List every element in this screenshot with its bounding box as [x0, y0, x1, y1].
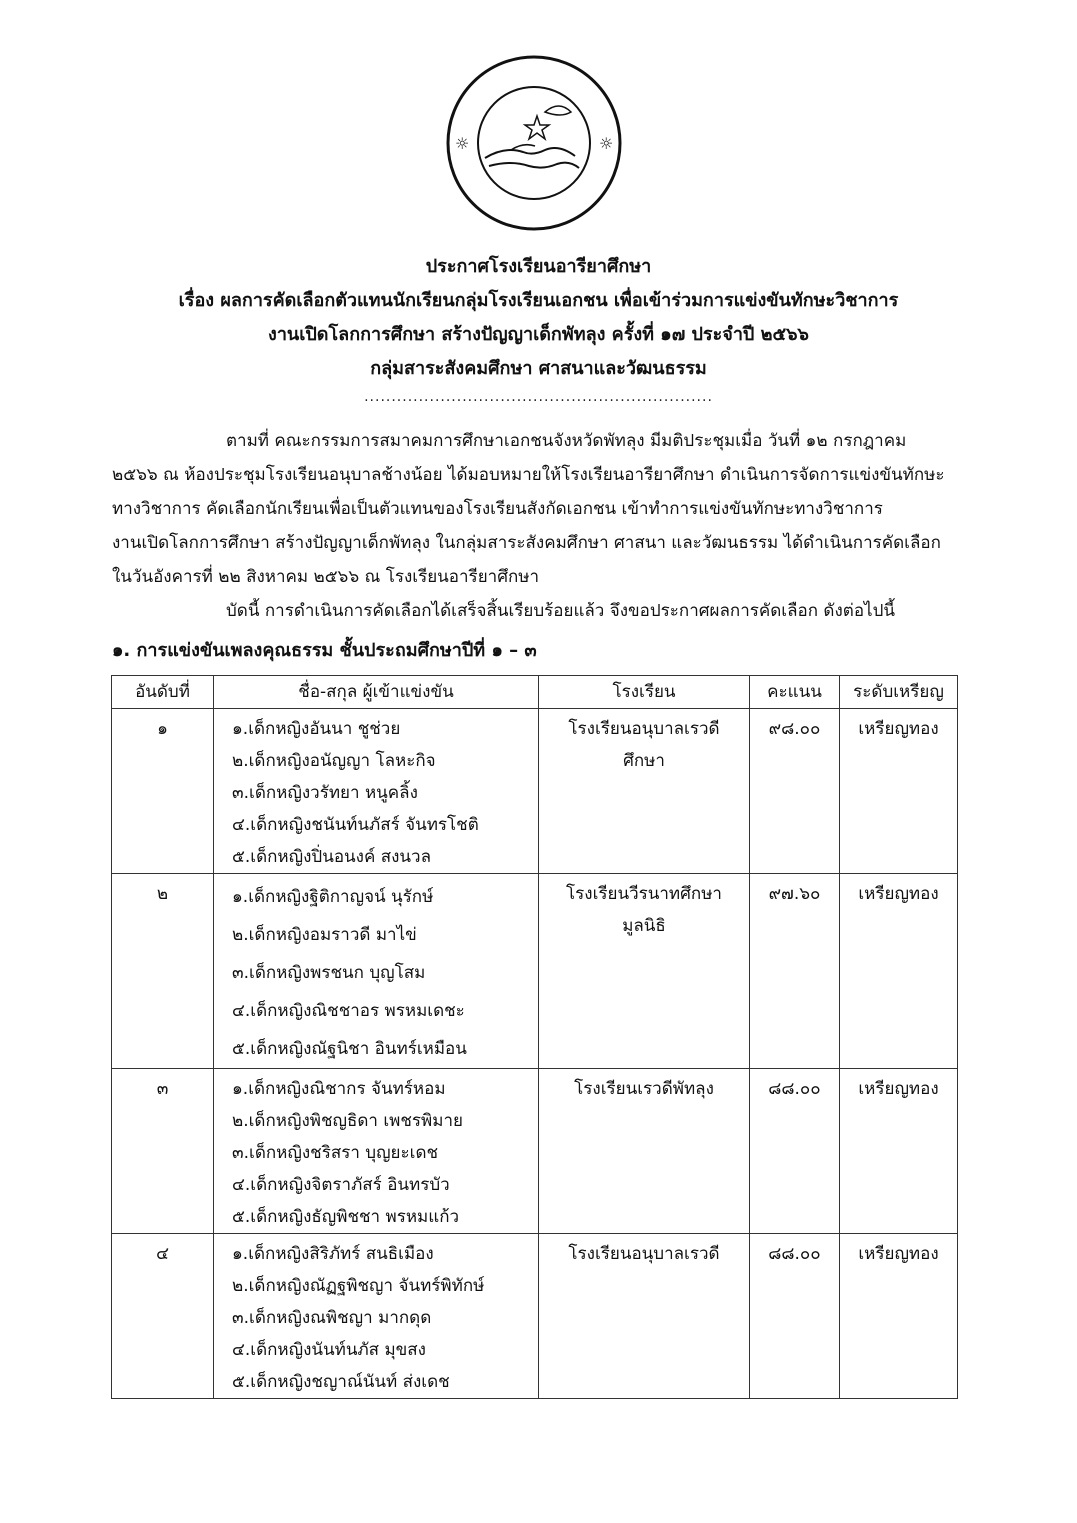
- rank-cell: ๓: [156, 1079, 169, 1099]
- member-name: ๔.เด็กหญิงชนันท์นภัสร์ จันทรโชติ: [232, 815, 479, 835]
- svg-text:☼: ☼: [599, 134, 614, 153]
- paragraph-line: ทางวิชาการ คัดเลือกนักเรียนเพื่อเป็นตัวแทนของโรงเรียนสังกัดเอกชน เข้าทำการแข่งขันทักษะทางวิชาการ: [112, 499, 883, 519]
- member-name: ๒.เด็กหญิงณัฏฐพิชญา จันทร์พิทักษ์: [232, 1276, 485, 1296]
- medal-cell: เหรียญทอง: [858, 1244, 939, 1264]
- score-cell: ๘๘.๐๐: [768, 1079, 821, 1099]
- score-cell: ๙๗.๖๐: [768, 884, 821, 904]
- column-header-school: โรงเรียน: [539, 676, 750, 709]
- member-name: ๓.เด็กหญิงวรัทยา หนูคลิ้ง: [232, 783, 418, 803]
- table-row: [112, 1069, 958, 1234]
- members-cell: [214, 709, 538, 873]
- paragraph-line: บัดนี้ การดำเนินการคัดเลือกได้เสร็จสิ้นเรียบร้อยแล้ว จึงขอประกาศผลการคัดเลือก ดังต่อไปนี้: [226, 601, 895, 621]
- school-name: โรงเรียนเรวดีพัทลุง: [574, 1079, 714, 1099]
- members-cell: [214, 1069, 538, 1233]
- member-name: ๓.เด็กหญิงพรชนก บุญโสม: [232, 963, 426, 983]
- member-name: ๒.เด็กหญิงอนัญญา โลหะกิจ: [232, 751, 436, 771]
- paragraph-line: ในวันอังคารที่ ๒๒ สิงหาคม ๒๕๖๖ ณ โรงเรียนอารียาศึกษา: [112, 567, 540, 587]
- members-cell: [214, 874, 538, 1068]
- member-name: ๕.เด็กหญิงณัฐนิชา อินทร์เหมือน: [232, 1039, 467, 1059]
- members-cell: [214, 1234, 538, 1398]
- score-cell: ๘๘.๐๐: [768, 1244, 821, 1264]
- paragraph-line: ๒๕๖๖ ณ ห้องประชุมโรงเรียนอนุบาลช้างน้อย ได้มอบหมายให้โรงเรียนอารียาศึกษา ดำเนินการจัดการแข่งขันทักษะ: [112, 465, 945, 485]
- announcement-title: ประกาศโรงเรียนอารียาศึกษา: [425, 256, 652, 277]
- medal-cell: เหรียญทอง: [858, 884, 939, 904]
- medal-cell: เหรียญทอง: [858, 719, 939, 739]
- event-name: งานเปิดโลกการศึกษา สร้างปัญญาเด็กพัทลุง ครั้งที่ ๑๗ ประจำปี ๒๕๖๖: [268, 324, 809, 345]
- member-name: ๑.เด็กหญิงฐิติกาญจน์ นุรักษ์: [232, 887, 434, 907]
- school-name: โรงเรียนอนุบาลเรวดี: [568, 1244, 720, 1264]
- school-cell: [539, 874, 749, 942]
- member-name: ๕.เด็กหญิงธัญพิชชา พรหมแก้ว: [232, 1207, 460, 1227]
- svg-text:☼: ☼: [455, 134, 470, 153]
- announcement-heading: [0, 250, 1077, 408]
- table-row: [112, 874, 958, 1069]
- member-name: ๔.เด็กหญิงณิชชาอร พรหมเดชะ: [232, 1001, 465, 1021]
- member-name: ๑.เด็กหญิงอันนา ชูช่วย: [232, 719, 401, 739]
- paragraph-line: ตามที่ คณะกรรมการสมาคมการศึกษาเอกชนจังหวัดพัทลุง มีมติประชุมเมื่อ วันที่ ๑๒ กรกฎาคม: [226, 431, 907, 451]
- school-seal-logo: [445, 54, 623, 232]
- rank-cell: ๔: [156, 1244, 169, 1264]
- column-header-score: คะแนน: [750, 676, 840, 709]
- score-cell: ๙๘.๐๐: [768, 719, 821, 739]
- table-row: [112, 1234, 958, 1399]
- rank-cell: ๒: [156, 884, 169, 904]
- member-name: ๒.เด็กหญิงพิชญธิดา เพชรพิมาย: [232, 1111, 463, 1131]
- rank-cell: ๑: [157, 719, 168, 739]
- school-name: โรงเรียนอนุบาลเรวดี: [568, 719, 720, 739]
- school-name-cont: ศึกษา: [623, 751, 665, 771]
- table-header-row: [112, 676, 958, 709]
- medal-cell: เหรียญทอง: [858, 1079, 939, 1099]
- heading-divider: ................................................................: [364, 389, 713, 405]
- member-name: ๒.เด็กหญิงอมราวดี มาไข่: [232, 925, 417, 945]
- column-header-name: ชื่อ-สกุล ผู้เข้าแข่งขัน: [214, 676, 539, 709]
- school-cell: [539, 1234, 749, 1270]
- column-header-rank: อันดับที่: [112, 676, 214, 709]
- school-cell: [539, 1069, 749, 1105]
- announcement-subject: เรื่อง ผลการคัดเลือกตัวแทนนักเรียนกลุ่มโรงเรียนเอกชน เพื่อเข้าร่วมการแข่งขันทักษะวิชาการ: [178, 290, 899, 311]
- school-name: โรงเรียนวีรนาทศึกษา: [566, 884, 722, 904]
- subject-group: กลุ่มสาระสังคมศึกษา ศาสนาและวัฒนธรรม: [370, 358, 707, 379]
- results-table: [111, 675, 958, 1399]
- member-name: ๕.เด็กหญิงชญาณ์นันท์ ส่งเดช: [232, 1372, 450, 1392]
- member-name: ๑.เด็กหญิงสิริภัทร์ สนธิเมือง: [232, 1244, 434, 1264]
- member-name: ๕.เด็กหญิงปิ่นอนงค์ สงนวล: [232, 847, 431, 867]
- member-name: ๑.เด็กหญิงณิชากร จันทร์หอม: [232, 1079, 446, 1099]
- table-row: [112, 709, 958, 874]
- member-name: ๔.เด็กหญิงจิตราภัสร์ อินทรบัว: [232, 1175, 450, 1195]
- school-cell: [539, 709, 749, 777]
- member-name: ๓.เด็กหญิงชริสรา บุญยะเดช: [232, 1143, 439, 1163]
- announcement-body: [112, 424, 982, 628]
- member-name: ๓.เด็กหญิงณพิชญา มากดุด: [232, 1308, 432, 1328]
- school-name-cont: มูลนิธิ: [622, 916, 666, 936]
- column-header-medal: ระดับเหรียญ: [840, 676, 958, 709]
- section-title: ๑. การแข่งขันเพลงคุณธรรม ชั้นประถมศึกษาปีที่ ๑ – ๓: [112, 640, 537, 661]
- member-name: ๔.เด็กหญิงนันท์นภัส มุขสง: [232, 1340, 426, 1360]
- paragraph-line: งานเปิดโลกการศึกษา สร้างปัญญาเด็กพัทลุง ในกลุ่มสาระสังคมศึกษา ศาสนา และวัฒนธรรม ได้ดำเนินการคัดเลือก: [112, 533, 941, 553]
